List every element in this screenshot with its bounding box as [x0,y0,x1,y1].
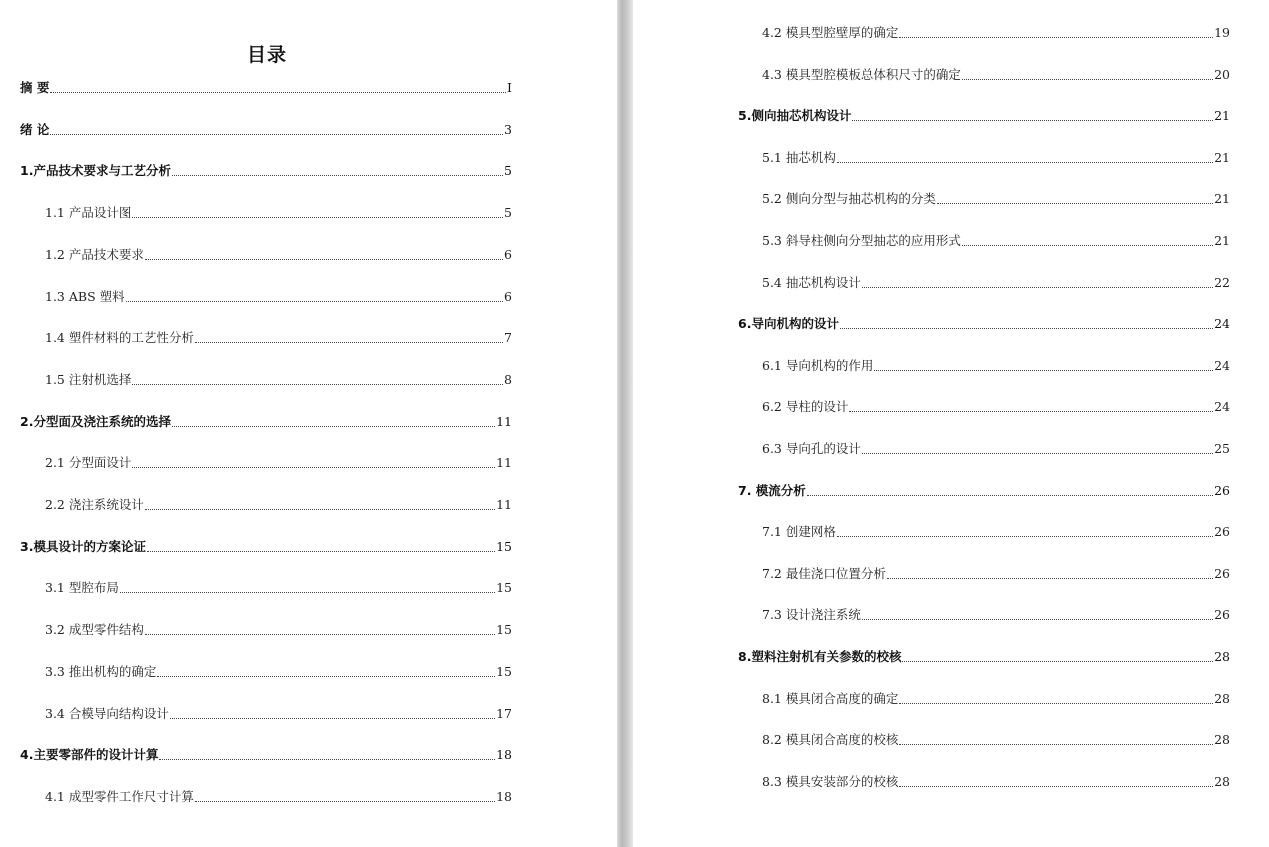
dot-leader [837,536,1213,537]
toc-entry-label: 4.主要零部件的设计计算 [20,747,159,763]
toc-entry-label: 2.1 分型面设计 [45,455,132,471]
toc-entry-page-number: 21 [1214,149,1230,165]
dot-leader [849,411,1213,412]
toc-entry-label: 1.3 ABS 塑料 [45,288,125,304]
dot-leader [50,134,503,135]
toc-entry-label: 2.2 浇注系统设计 [45,497,144,512]
toc-entry-page-number: 15 [496,538,512,554]
toc-entry-page-number: 17 [496,705,512,721]
dot-leader [132,467,495,468]
dot-leader [132,217,503,218]
dot-leader [120,592,495,593]
toc-entry-label: 5.1 抽芯机构 [762,149,836,165]
toc-entry-label: 8.2 模具闭合高度的校核 [762,732,899,748]
toc-entry[interactable] [762,566,1230,582]
toc-entry-page-number: 7 [504,330,512,346]
toc-entry-label: 6.导向机构的设计 [738,316,839,332]
toc-page-left [0,0,617,847]
toc-entry-page-number: 15 [496,622,512,638]
toc-entry[interactable] [738,483,1230,499]
toc-entry-label: 7.2 最佳浇口位置分析 [762,565,886,581]
toc-entry-label: 6.2 导柱的设计 [762,399,849,415]
dot-leader [962,79,1213,80]
toc-entry[interactable] [20,539,512,555]
toc-entry[interactable] [762,67,1230,83]
toc-entry-label: 4.2 模具型腔壁厚的确定 [762,25,899,40]
toc-entry-label: 4.3 模具型腔模板总体积尺寸的确定 [762,66,961,82]
dot-leader [172,175,503,176]
dot-leader [195,342,503,343]
toc-entry-page-number: 26 [1214,565,1230,581]
toc-entry-label: 3.1 型腔布局 [45,580,119,596]
dot-leader [862,287,1213,288]
toc-entry-page-number: 5 [504,163,512,179]
dot-leader [899,37,1213,38]
toc-entry[interactable] [762,150,1230,166]
toc-entry[interactable] [20,414,512,430]
toc-entry[interactable] [738,108,1230,124]
toc-entry-page-number: 24 [1214,399,1230,415]
toc-entry-page-number: 25 [1214,441,1230,456]
dot-leader [145,509,495,510]
toc-entry-page-number: 15 [496,663,512,679]
toc-entry-page-number: 28 [1214,732,1230,748]
toc-entry-label: 5.3 斜导柱侧向分型抽芯的应用形式 [762,233,961,248]
toc-entry-label: 5.4 抽芯机构设计 [762,274,861,290]
toc-entry-label: 摘 要 [20,80,50,95]
toc-entry[interactable] [45,497,512,513]
toc-entry[interactable] [762,774,1230,790]
toc-entry-page-number: 6 [504,288,512,304]
dot-leader [170,718,495,719]
toc-page-right [633,0,1269,847]
toc-entry[interactable] [762,732,1230,748]
dot-leader [902,661,1213,662]
toc-entry-page-number: 26 [1214,607,1230,623]
toc-entry[interactable] [45,622,512,638]
toc-entry[interactable] [45,372,512,388]
toc-entry-page-number: 28 [1214,649,1230,664]
toc-entry-label: 1.1 产品设计图 [45,205,132,221]
toc-entry-label: 1.产品技术要求与工艺分析 [20,163,171,179]
toc-entry[interactable] [762,191,1230,207]
toc-entry-label: 5.侧向抽芯机构设计 [738,108,852,124]
dot-leader [862,453,1213,454]
toc-entry-page-number: 6 [504,246,512,262]
dot-leader [172,426,495,427]
toc-entry-label: 6.3 导向孔的设计 [762,441,861,456]
toc-entry-label: 1.5 注射机选择 [45,371,132,387]
toc-entry-label: 5.2 侧向分型与抽芯机构的分类 [762,191,936,207]
toc-entry[interactable] [45,789,512,805]
toc-entry-label: 4.1 成型零件工作尺寸计算 [45,788,194,804]
dot-leader [899,786,1213,787]
dot-leader [195,801,495,802]
toc-entry[interactable] [45,330,512,346]
toc-entry[interactable] [762,275,1230,291]
toc-entry-page-number: 15 [496,580,512,596]
toc-entry-page-number: 21 [1214,108,1230,124]
toc-entry[interactable] [45,706,512,722]
toc-entry[interactable] [45,664,512,680]
dot-leader [159,759,495,760]
toc-entry-label: 3.3 推出机构的确定 [45,663,157,679]
toc-entry-page-number: 26 [1214,482,1230,498]
toc-entry-label: 1.4 塑件材料的工艺性分析 [45,330,194,346]
toc-entry-page-number: 5 [504,205,512,221]
toc-entry-label: 7.3 设计浇注系统 [762,607,861,623]
toc-entry-label: 6.1 导向机构的作用 [762,357,874,373]
toc-entry[interactable] [762,607,1230,623]
toc-entry-label: 3.4 合模导向结构设计 [45,705,169,721]
toc-entry[interactable] [45,580,512,596]
toc-entry[interactable] [45,289,512,305]
toc-entry-label: 2.分型面及浇注系统的选择 [20,413,171,429]
toc-entry-label: 1.2 产品技术要求 [45,246,144,262]
toc-entry[interactable] [20,747,512,763]
dot-leader [837,162,1213,163]
toc-entry[interactable] [762,233,1230,249]
dot-leader [132,384,503,385]
dot-leader [874,370,1213,371]
toc-entry[interactable] [45,247,512,263]
toc-entry-page-number: I [507,80,512,95]
toc-entry[interactable] [20,163,512,179]
toc-entry-label: 7.1 创建网格 [762,524,836,540]
toc-entry-label: 8.3 模具安装部分的校核 [762,773,899,789]
toc-title: 目录 [246,44,287,66]
toc-entry-label: 8.1 模具闭合高度的确定 [762,690,899,706]
dot-leader [157,676,495,677]
toc-entry[interactable] [762,691,1230,707]
toc-entry-page-number: 21 [1214,191,1230,207]
dot-leader [145,259,503,260]
dot-leader [962,245,1213,246]
dot-leader [147,551,495,552]
toc-entry-page-number: 18 [496,747,512,763]
page-gutter [617,0,633,847]
toc-entry[interactable] [45,205,512,221]
dot-leader [807,495,1213,496]
toc-entry[interactable] [20,80,512,96]
toc-entry[interactable] [762,25,1230,41]
toc-entry-label: 3.模具设计的方案论证 [20,538,146,554]
toc-entry-page-number: 18 [496,788,512,804]
dot-leader [50,92,506,93]
dot-leader [899,744,1213,745]
dot-leader [899,703,1213,704]
toc-entry-page-number: 3 [504,121,512,137]
toc-entry[interactable] [738,316,1230,332]
toc-entry-page-number: 22 [1214,274,1230,290]
dot-leader [852,120,1213,121]
toc-entry-page-number: 21 [1214,233,1230,248]
toc-entry-page-number: 8 [504,371,512,387]
dot-leader [145,634,495,635]
toc-entry[interactable] [762,524,1230,540]
toc-entry[interactable] [20,122,512,138]
toc-entry[interactable] [738,649,1230,665]
toc-entry-label: 7. 模流分析 [738,482,806,498]
toc-entry[interactable] [762,441,1230,457]
dot-leader [937,203,1213,204]
toc-entry-page-number: 20 [1214,66,1230,82]
toc-entry[interactable] [762,399,1230,415]
dot-leader [126,301,503,302]
toc-entry-page-number: 24 [1214,357,1230,373]
toc-entry-page-number: 11 [496,455,512,471]
toc-entry-page-number: 28 [1214,690,1230,706]
toc-entry-label: 3.2 成型零件结构 [45,622,144,638]
toc-entry-page-number: 11 [496,413,512,429]
toc-entry-label: 绪 论 [20,121,50,137]
dot-leader [887,578,1213,579]
toc-entry[interactable] [45,455,512,471]
dot-leader [840,328,1213,329]
toc-entry-page-number: 11 [496,497,512,512]
toc-entry[interactable] [762,358,1230,374]
dot-leader [862,619,1213,620]
toc-entry-page-number: 19 [1214,25,1230,40]
toc-entry-page-number: 28 [1214,773,1230,789]
toc-entry-label: 8.塑料注射机有关参数的校核 [738,649,902,664]
toc-entry-page-number: 26 [1214,524,1230,540]
toc-entry-page-number: 24 [1214,316,1230,332]
